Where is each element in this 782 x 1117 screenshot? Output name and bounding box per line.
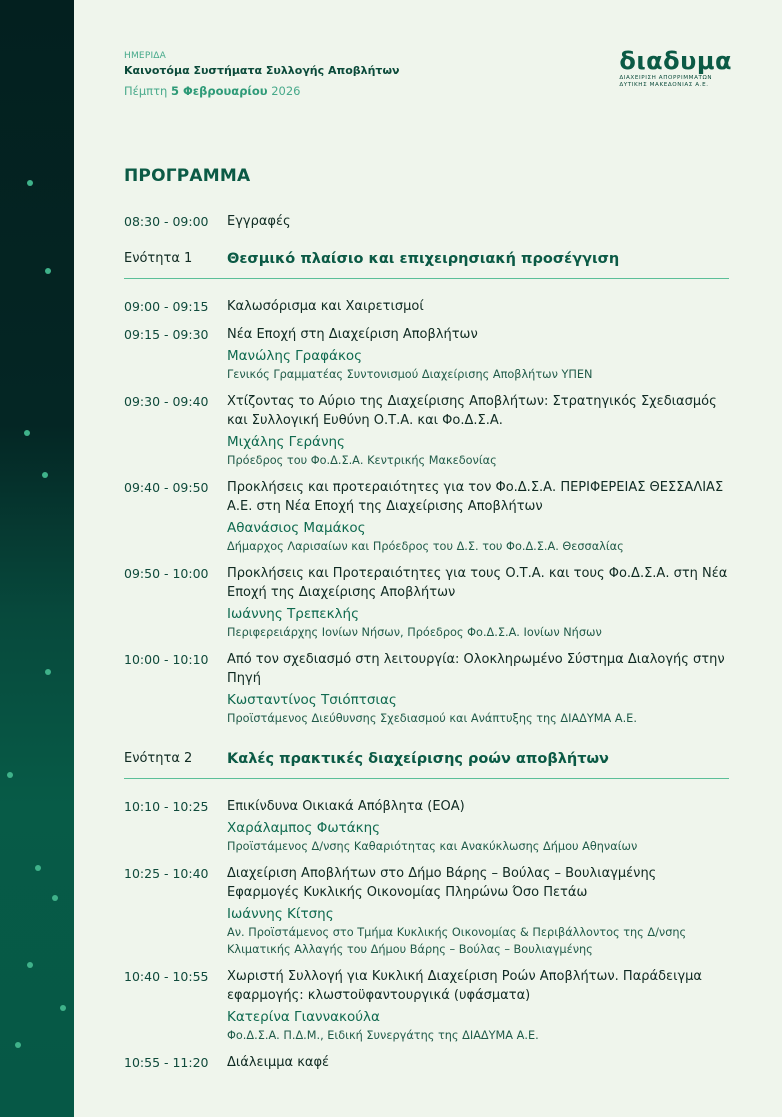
program-item — [124, 212, 729, 231]
section-title: Καλές πρακτικές διαχείρισης ροών αποβλήτων — [227, 751, 609, 767]
logo-wordmark: διαδυμα — [619, 47, 732, 75]
item-speaker: Μανώλης Γραφάκος — [227, 348, 363, 364]
item-topic: Προκλήσεις και Προτεραιότητες για τους Ο.Τ.Α. και τους Φο.Δ.Σ.Α. στη Νέα Εποχή της Διαχείρισης Αποβλήτων — [227, 566, 728, 600]
program-item — [124, 392, 729, 469]
dot-icon — [24, 430, 30, 436]
item-role: Γενικός Γραμματέας Συντονισμού Διαχείρισης Αποβλήτων ΥΠΕΝ — [227, 368, 593, 381]
item-time: 09:30 - 09:40 — [124, 394, 209, 409]
program-item — [124, 650, 729, 727]
item-role: Πρόεδρος του Φο.Δ.Σ.Α. Κεντρικής Μακεδονίας — [227, 454, 497, 467]
program-item — [124, 297, 729, 316]
logo-subtitle-line1: ΔΙΑΧΕΙΡΙΣΗ ΑΠΟΡΡΙΜΜΑΤΩΝ — [619, 75, 713, 81]
item-time: 10:55 - 11:20 — [124, 1055, 209, 1070]
dot-icon — [60, 1005, 66, 1011]
item-topic: Χτίζοντας το Αύριο της Διαχείρισης Αποβλήτων: Στρατηγικός Σχεδιασμός και Συλλογική Ευθύνη Ο.Τ.Α. και Φο.Δ.Σ.Α. — [227, 394, 717, 428]
section-label: Ενότητα 2 — [124, 751, 193, 766]
item-speaker: Ιωάννης Τρεπεκλής — [227, 606, 360, 622]
dot-icon — [45, 268, 51, 274]
program-item — [124, 864, 729, 958]
dot-icon — [27, 180, 33, 186]
item-time: 10:00 - 10:10 — [124, 652, 209, 667]
item-speaker: Μιχάλης Γεράνης — [227, 434, 345, 450]
item-time: 10:10 - 10:25 — [124, 799, 209, 814]
item-role: Περιφερειάρχης Ιονίων Νήσων, Πρόεδρος Φο.Δ.Σ.Α. Ιονίων Νήσων — [227, 626, 602, 639]
event-title: Καινοτόμα Συστήματα Συλλογής Αποβλήτων — [124, 64, 400, 77]
item-topic: Καλωσόρισμα και Χαιρετισμοί — [227, 299, 424, 314]
item-topic: Χωριστή Συλλογή για Κυκλική Διαχείριση Ροών Αποβλήτων. Παράδειγμα εφαρμογής: κλωστοϋφαντουργικά (υφάσματα) — [227, 969, 703, 1003]
item-role: Δήμαρχος Λαρισαίων και Πρόεδρος του Δ.Σ. του Φο.Δ.Σ.Α. Θεσσαλίας — [227, 540, 624, 553]
item-time: 09:50 - 10:00 — [124, 566, 209, 581]
logo-subtitle-line2: ΔΥΤΙΚΗΣ ΜΑΚΕΔΟΝΙΑΣ Α.Ε. — [619, 82, 709, 88]
item-time: 10:25 - 10:40 — [124, 866, 209, 881]
dot-icon — [15, 1042, 21, 1048]
item-time: 09:40 - 09:50 — [124, 480, 209, 495]
event-header — [124, 50, 400, 101]
event-date — [124, 81, 400, 101]
item-speaker: Ιωάννης Κίτσης — [227, 906, 334, 922]
item-speaker: Κατερίνα Γιαννακούλα — [227, 1009, 380, 1025]
program-title: ΠΡΟΓΡΑΜΜΑ — [124, 166, 251, 186]
item-time: 08:30 - 09:00 — [124, 214, 209, 229]
item-topic: Προκλήσεις και προτεραιότητες για τον Φο.Δ.Σ.Α. ΠΕΡΙΦΕΡΕΙΑΣ ΘΕΣΣΑΛΙΑΣ Α.Ε. στη Νέα Εποχή της Διαχείρισης Αποβλήτων — [227, 480, 724, 514]
event-date-year: 2026 — [271, 84, 301, 98]
program-item — [124, 325, 729, 383]
program-item — [124, 564, 729, 641]
diadyma-logo — [619, 47, 732, 89]
section-header — [124, 249, 729, 279]
item-topic: Από τον σχεδιασμό στη λειτουργία: Ολοκληρωμένο Σύστημα Διαλογής στην Πηγή — [227, 652, 725, 686]
section-label: Ενότητα 1 — [124, 251, 193, 266]
item-topic: Διάλειμμα καφέ — [227, 1055, 330, 1070]
item-topic: Διαχείριση Αποβλήτων στο Δήμο Βάρης – Βούλας – Βουλιαγμένης Εφαρμογές Κυκλικής Οικονομίας Πληρώνω Όσο Πετάω — [227, 866, 657, 900]
dot-icon — [45, 669, 51, 675]
item-time: 09:15 - 09:30 — [124, 327, 209, 342]
item-role: Φο.Δ.Σ.Α. Π.Δ.Μ., Ειδική Συνεργάτης της ΔΙΑΔΥΜΑ Α.Ε. — [227, 1029, 539, 1042]
item-topic: Νέα Εποχή στη Διαχείριση Αποβλήτων — [227, 327, 478, 342]
decorative-sidebar — [0, 0, 74, 1117]
item-time: 10:40 - 10:55 — [124, 969, 209, 984]
dot-icon — [7, 772, 13, 778]
item-speaker: Αθανάσιος Μαμάκος — [227, 520, 366, 536]
item-role: Αν. Προϊστάμενος στο Τμήμα Κυκλικής Οικονομίας & Περιβάλλοντος της Δ/νσης Κλιματικής Αλλαγής του Δήμου Βάρης – Βούλας – Βουλιαγμένης — [227, 926, 687, 956]
event-date-bold: 5 Φεβρουαρίου — [170, 84, 268, 98]
program-item — [124, 1053, 729, 1072]
item-time: 09:00 - 09:15 — [124, 299, 209, 314]
item-speaker: Χαράλαμπος Φωτάκης — [227, 820, 381, 836]
dot-icon — [35, 865, 41, 871]
program-item — [124, 478, 729, 555]
program — [124, 163, 729, 1072]
section-header — [124, 749, 729, 779]
item-role: Προϊστάμενος Διεύθυνσης Σχεδιασμού και Ανάπτυξης της ΔΙΑΔΥΜΑ Α.Ε. — [227, 712, 637, 725]
item-topic: Επικίνδυνα Οικιακά Απόβλητα (ΕΟΑ) — [227, 799, 465, 814]
item-speaker: Κωσταντίνος Τσιόπτσιας — [227, 692, 397, 708]
event-date-day: Πέμπτη — [124, 84, 168, 98]
dot-icon — [27, 962, 33, 968]
section-title: Θεσμικό πλαίσιο και επιχειρησιακή προσέγγιση — [227, 251, 620, 267]
dot-icon — [52, 895, 58, 901]
dot-icon — [42, 472, 48, 478]
item-topic: Εγγραφές — [227, 214, 291, 229]
program-item — [124, 967, 729, 1044]
item-role: Προϊστάμενος Δ/νσης Καθαριότητας και Ανακύκλωσης Δήμου Αθηναίων — [227, 840, 638, 853]
program-item — [124, 797, 729, 855]
event-type: ΗΜΕΡΙΔΑ — [124, 51, 167, 61]
